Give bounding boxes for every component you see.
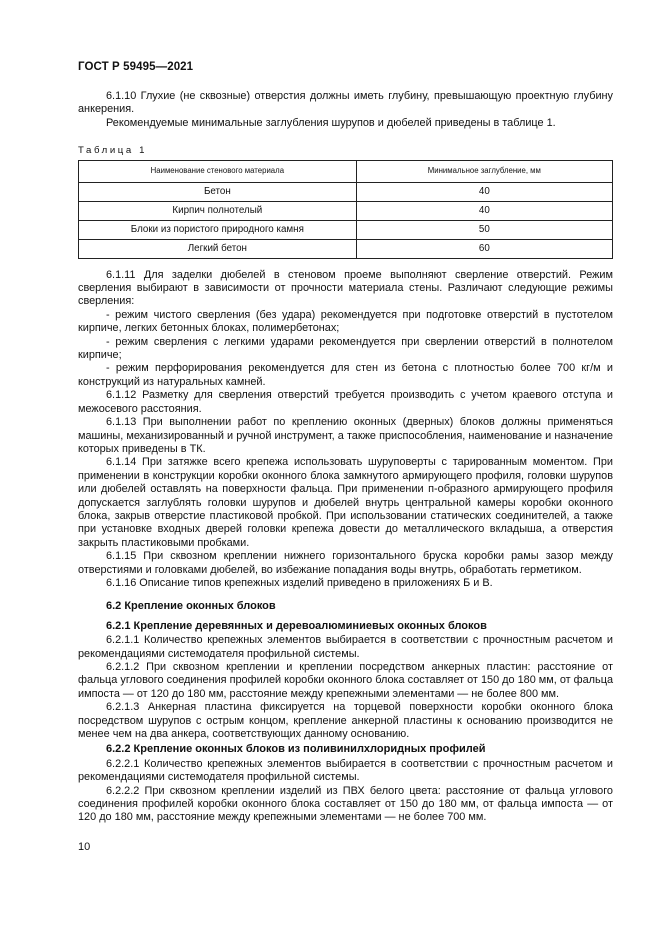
table-cell-depth: 60 <box>356 239 612 258</box>
paragraph-6-2-1-2: 6.2.1.2 При сквозном креплении и креплении посредством анкерных пластин: расстояние от фальца углового соединения профилей коробки оконного блока составляет от 150 до 180 мм, от фальца импоста — от 120 до 180 мм, расстояние между крепежными элементами — не более 800 мм. <box>78 661 613 700</box>
table-caption: Таблица 1 <box>78 145 148 157</box>
column-header-material: Наименование стенового материала <box>79 160 357 182</box>
table-cell-material: Блоки из пористого природного камня <box>79 220 357 239</box>
paragraph-6-2-1-3: 6.2.1.3 Анкерная пластина фиксируется на торцевой поверхности коробки оконного блока посредством шурупов с острым концом, крепление анкерной пластины к основанию производится не менее чем на два анкера, соответствующих данному основанию. <box>78 701 613 741</box>
min-depth-table <box>78 160 613 259</box>
table-cell-depth: 40 <box>356 182 612 201</box>
table-row <box>79 239 613 258</box>
paragraph-6-1-14: 6.1.14 При затяжке всего крепежа использовать шуруповерты с тарированным моментом. При применении в конструкции коробки оконного блока замкнутого армирующего профиля, головки шурупов или дюбелей оставлять на поверхности фальца. При применении п-образного армирующего профиля допускается заглублять головки шурупов и дюбелей внутрь центральной камеры коробки оконного блока, закрыв отверстие пластиковой пробкой. При использовании статических соединителей, а также при установке входных дверей головки крепежа довести до металлического вкладыша, а отверстия закрыть пластиковыми пробками. <box>78 456 613 549</box>
table-cell-depth: 50 <box>356 220 612 239</box>
column-header-depth: Минимальное заглубление, мм <box>356 160 612 182</box>
table-cell-material: Легкий бетон <box>79 239 357 258</box>
list-item-drilling-mode: - режим сверления с легкими ударами рекомендуется при сверлении отверстий в полнотелом кирпиче; <box>78 335 613 362</box>
table-row <box>79 182 613 201</box>
paragraph-6-2-2-2: 6.2.2.2 При сквозном креплении изделий из ПВХ белого цвета: расстояние от фальца углового соединения профилей коробки оконного блока составляет от 150 до 180 мм, от фальца импоста — от 120 до 180 мм, расстояние между крепежными элементами — не более 700 мм. <box>78 784 613 824</box>
table-cell-depth: 40 <box>356 201 612 220</box>
section-heading-6-2: 6.2 Крепление оконных блоков <box>106 600 276 613</box>
table-row <box>79 220 613 239</box>
subsection-heading-6-2-1: 6.2.1 Крепление деревянных и деревоалюминиевых оконных блоков <box>106 619 487 632</box>
paragraph-6-1-10: 6.1.10 Глухие (не сквозные) отверстия должны иметь глубину, превышающую проектную глубину анкерения. <box>78 90 613 116</box>
paragraph-6-2-2-1: 6.2.2.1 Количество крепежных элементов выбирается в соответствии с прочностным расчетом и рекомендациями системодателя профильной системы. <box>78 757 613 784</box>
table-header-row <box>79 160 613 182</box>
paragraph-6-2-1-1: 6.2.1.1 Количество крепежных элементов выбирается в соответствии с прочностным расчетом и рекомендациями системодателя профильной системы. <box>78 634 613 660</box>
paragraph-6-1-13: 6.1.13 При выполнении работ по креплению оконных (дверных) блоков должны применяться машины, механизированный и ручной инструмент, а также приспособления, наименование и назначение которых приведены в ТК. <box>78 416 613 455</box>
paragraph-table-reference: Рекомендуемые минимальные заглубления шурупов и дюбелей приведены в таблице 1. <box>106 116 556 129</box>
subsection-heading-6-2-2: 6.2.2 Крепление оконных блоков из поливинилхлоридных профилей <box>106 743 486 756</box>
list-item-drilling-mode: - режим перфорирования рекомендуется для стен из бетона с плотностью более 700 кг/м и конструкций из натуральных камней. <box>78 362 613 388</box>
table-cell-material: Кирпич полнотелый <box>79 201 357 220</box>
paragraph-6-1-11: 6.1.11 Для заделки дюбелей в стеновом проеме выполняют сверление отверстий. Режим сверления выбирают в зависимости от прочности материала стены. Различают следующие режимы сверления: <box>78 268 613 308</box>
paragraph-6-1-12: 6.1.12 Разметку для сверления отверстий требуется производить с учетом краевого отступа и межосевого расстояния. <box>78 389 613 415</box>
table-cell-material: Бетон <box>79 182 357 201</box>
page-content <box>78 90 613 825</box>
page-number: 10 <box>78 841 91 853</box>
list-item-drilling-mode: - режим чистого сверления (без удара) рекомендуется при подготовке отверстий в пустотелом кирпиче, легких бетонных блоках, полимербетонах; <box>78 308 613 335</box>
document-code-header: ГОСТ Р 59495—2021 <box>78 61 194 73</box>
table-row <box>79 201 613 220</box>
paragraph-6-1-15: 6.1.15 При сквозном креплении нижнего горизонтального бруска коробки рамы зазор между отверстиями и головками дюбелей, во избежание попадания воды внутрь, обработать герметиком. <box>78 550 613 576</box>
paragraph-6-1-16: 6.1.16 Описание типов крепежных изделий приведено в приложениях Б и В. <box>106 576 493 589</box>
